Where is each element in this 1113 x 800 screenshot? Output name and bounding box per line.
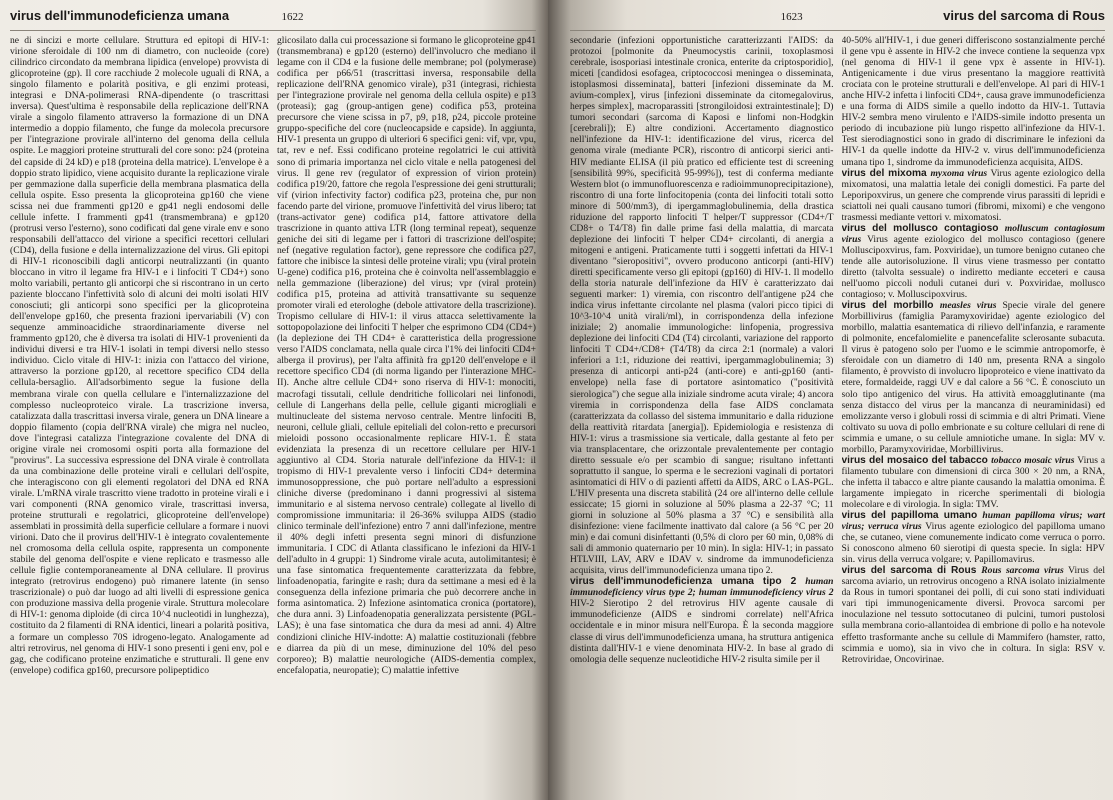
dictionary-entry [570,576,834,664]
entry-english-term: myxoma virus [930,167,991,179]
entry-body: Virus agente eziologico del mollusco contagioso (genere Molluscipoxvirus, fam. Poxviridae), un tumore benigno cutaneo che tende alle autorisoluzione. Il virus viene trasmesso per contatto diretto (talvolta sessuale) o indiretto mediante ecceteri e causa nell'uomo piccoli noduli cutanei duri v. Poxviridae, mollusco contagioso; v. Molluscipoxvirus. [841,233,1105,301]
left-column-1 [10,35,269,800]
right-running-head-title: virus del sarcoma di Rous [943,8,1105,23]
text-block: ne di sincizi e morte cellulare. Struttura ed epitopi di HIV-1: virione sferoidale di 100 nm di diametro, con nucleoide (core) cilindrico circondato da membrana lipidica (envelope) provvista di glicoproteine (gp). Il core racchiude 2 molecole uguali di RNA, a singolo filamento e polarità positiva, e gli enzimi proteasi, integrasi e DNA-polimerasi RNA-dipendente (o trascrittasi inversa). Quest'ultima è responsabile della replicazione dell'RNA virale a singolo filamento attraverso la formazione di un DNA intermedio a doppio filamento, che funge da molecola precursore per l'integrazione provirale all'interno del genoma della cellula ospite. Le maggiori proteine strutturali del core sono: p24 (proteina del capside di 24 kD) e p18 (proteina della matrice). L'envelope è a doppio strato lipidico, viene acquisito durante la replicazione virale per gemmazione dalla superficie della membrana plasmatica della cellula ospite. Esso presenta la glicoproteina gp160 che viene scissa nei due frammenti gp120 e gp41 negli endosomi delle cellule infette. I frammenti gp41 (transmembrana) e gp120 (protrusi verso l'esterno), sono codificati dal gene virale env e sono responsabili dell'attacco del virione a specifici recettori cellulari (CD4), della fusione e della internalizzazione del virus. Gli epitopi di HIV-1 riconoscibili dagli anticorpi neutralizzanti (in quanto bloccano in vitro il legame fra HIV-1 e i linfociti T CD4+) sono molto variabili, pertanto gli anticorpi che si riscontrano in un certo paziente bloccano l'infettività solo di alcuni dei molti isolati HIV conosciuti; gli anticorpi sono specifici per la glicoproteina dell'envelope gp160, che presenta frazioni ipervariabili (V) con sequenze amminoacidiche straordinariamente diverse nel frammento gp120, che è diversa tra isolati di HIV-1 provenienti da individui diversi e tra HIV-1 isolati in tempi diversi nello stesso individuo. Ciclo vitale di HIV-1: inizia con l'attacco del virione, attraverso la porzione gp120, al recettore specifico CD4 della cellula-bersaglio. All'adsorbimento segue la fusione della membrana virale con quella cellulare e l'internalizzazione del complesso nucleoproteico virale. La trascrizione inversa, catalizzata dalla trascrittasi inversa virale, genera un DNA lineare a doppio filamento (copia dell'RNA virale) che migra nel nucleo, dove l'integrasi catalizza l'integrazione covalente del DNA di origine virale nei cromosomi ospiti porta alla formazione del "provirus". La successiva espressione del DNA virale è controllata da una combinazione delle proteine virali e cellulari dell'ospite, che interagiscono con gli elementi regolatori del DNA ed RNA virale. L'mRNA virale trascritto viene tradotto in proteine virali e i vari componenti (RNA genomico virale, trascrittasi inversa, proteine strutturali e regolatrici, glicoproteine dell'envelope) assemblati in prossimità della superficie cellulare a formare i nuovi virioni. Dato che il provirus dell'HIV-1 è integrato covalentemente nel cromosoma della cellula ospite, rappresenta un componente stabile del genoma dell'ospite e viene replicato e trasmesso alle cellule figlie contemporaneamente al DNA cellulare. Il provirus integrato (retrovirus endogeno) può rimanere latente (in senso trascrizionale) o può dar luogo ad alti livelli di espressione genica con produzione massiva della progenie virale. Struttura molecolare di HIV-1: genoma diploide (di circa 10^4 nucleotidi in lunghezza), costituito da 2 filamenti di RNA identici, lineari a polarità positiva, a formare un complesso 70S idrogeno-legato. Analogamente ad altri retrovirus, nel genoma di HIV-1 sono presenti i geni env, pol e gag, che codificano proteine enzimatiche e strutturali. Il gene env (envelope) codifica gp160, precursore polipeptidico [10,35,269,676]
left-page [0,0,548,800]
dictionary-entry [842,565,1106,664]
entry-body: Virus del sarcoma aviario, un retrovirus oncogeno a RNA isolato inizialmente da Rous in tumori spontanei dei polli, di cui sono stati individuati vari tipi immunogenicamente diversi. Provoca sarcomi per inoculazione nel tessuto sottocutaneo di pulcini, tumori pustolosi sulla membrana corio-allantoidea di embrione di pollo e ha notevole effetto trasformante anche su cellule di Mammifero (hamster, ratto, scimmia e uomo), sia in vivo che in coltura. In sigla: RSV v. Retroviridae, Oncovirinae. [841,565,1105,665]
right-page [548,0,1113,800]
entry-body: Specie virale del genere Morbillivirus (famiglia Paramyxoviridae) agente eziologico del morbillo, malattia esantematica di rilievo dell'infanzia, e raramente di polmonite, encefalomielite e panencefalite sclerosante subacuta. Il virus è patogeno solo per l'uomo e le scimmie antropomorfe, è sferoidale con un diametro di 140 nm, presenta RNA a singolo filamento, è provvisto di involucro lipoproteico e viene inattivato da etere, formaldeide, raggi UV e dal calore a 56 °C. È conosciuto un solo tipo antigenico del virus. Ha attività emoagglutinante (ma senza distacco del virus per la mancanza di neuraminidasi) ed emolizzante verso i globuli rossi di scimmia e di altri Primati. Viene coltivato su uova di pollo embrionate e su colture cellulari di rene di scimmia e umane, o su cellule amniotiche umane. In sigla: MV v. morbillo, Paramyxoviridae, Morbillivirus. [841,300,1105,455]
right-column-1 [570,35,834,800]
right-running-head [570,8,1105,31]
entry-headword: virus del mosaico del tabacco [841,454,992,466]
entry-headword: virus dell'immunodeficienza umana tipo 2 [570,576,806,588]
entry-english-term: Rous sarcoma virus [981,565,1069,577]
right-columns [570,35,1105,800]
dictionary-entry [842,510,1106,565]
entry-body: Virus a filamento tubulare con dimensioni di circa 300 × 20 nm, a RNA, che infetta il tabacco e altre piante causando la malattia omonima. È largamente impiegato in ricerche sperimentali di biologia molecolare e di virologia. In sigla: TMV. [841,454,1105,510]
entry-english-term: measles virus [939,300,1003,312]
dictionary-entry [842,223,1106,300]
left-columns [10,35,536,800]
entry-headword: virus del morbillo [841,300,940,312]
entry-english-term: tobacco mosaic virus [991,454,1078,466]
entry-body: HIV-2 Sierotipo 2 del retrovirus HIV agente causale di immunodeficienze (AIDS e sindromi correlate) nell'Africa occidentale e in minor misura nell'Europa. È la seconda maggiore classe di virus dell'immunodeficienza umana, ha struttura antigenica distinta dall'HIV-1 e viene denominata HIV-2. In base al grado di omologia delle sequenze nucleotidiche HIV-2 risulta simile per il [570,598,834,665]
dictionary-entry [842,455,1106,510]
entry-headword: virus del sarcoma di Rous [841,565,982,577]
entry-headword: virus del mollusco contagioso [841,222,1005,234]
right-column-2 [842,35,1106,800]
text-block: 40-50% all'HIV-1, i due generi differiscono sostanzialmente perché il gene vpu è assente in HIV-2 che invece contiene la sequenza vpx (nel genoma di HIV-1 il gene vpx è assente in HIV-1). Antigenicamente i due virus presentano la maggiore reattività crociata con le proteine strutturali e dell'envelope. Al pari di HIV-1 anche HIV-2 infetta i linfociti CD4+, causa grave immunodeficienza e una forma di AIDS simile a quello indotto da HIV-1. Tuttavia HIV-2 sembra meno virulento e l'AIDS-simile indotto presenta un periodo di incubazione più lungo rispetto all'infezione da HIV-1. Test sierodiagnostici sono in grado di discriminare le infezioni da HIV-1 da quelle indotte da HIV-2 v. virus dell'immunodeficienza umana tipo 1, sindrome da immunodeficienza acquisita, AIDS. [841,35,1105,168]
left-column-2 [277,35,536,800]
dictionary-entry [842,168,1106,223]
entry-english-term: human papilloma virus; wart virus; verruca virus [841,510,1105,533]
entry-headword: virus del papilloma umano [841,510,983,522]
dictionary-entry [842,300,1106,455]
entry-body: Virus agente eziologico della mixomatosi, una malattia letale dei conigli domestici. Fa parte del Leporipoxvirus, un genere che comprende virus parassiti di lepridi e sciattoli nei quali causano tumori (fibromi, mixomi) e che vengono trasmessi mediante vettori v. mixomatosi. [841,167,1105,223]
entry-english-term: human immunodeficiency virus type 2; human immunodeficiency virus 2 [570,576,834,599]
entry-english-term: molluscum contagiosum virus [841,222,1105,245]
entry-headword: virus del mixoma [841,167,931,179]
text-block: glicosilato dalla cui processazione si formano le glicoproteine gp41 (transmembrana) e gp120 (esterno) dell'involucro che mediano il legame con il CD4 e la fusione delle membrane; pol (polymerase) codifica per p66/51 (trascrittasi inversa, responsabile della replicazione dell'RNA genomico virale), p31 (integrasi, richiesta per l'integrazione provirale nel genoma della cellula ospite) e p13 (proteasi); gag (group-antigen gene) codifica p53, proteina precursore che viene scissa in p7, p9, p18, p24, piccole proteine gruppo-specifiche del core (nucleocapside e capside). In aggiunta, HIV-1 presenta un gruppo di ulteriori 6 specifici geni: vif, vpr, vpu, tat, rev e nef. Essi codificano proteine regolatrici le cui attività sono di primaria importanza nel ciclo vitale e nella patogenesi del virus. Il gene rev (regulator of expression of virion protein) codifica p19/20, fattore che regola l'espressione dei geni strutturali; vif (virion infectivity factor) codifica p23, proteina che, pur non facendo parte del virione, promuove l'infettività del virus libero; tat (trans-activator gene) codifica p14, fattore attivatore della trascrizione in quanto attiva LTR (long terminal repeat), sequenze geniche dei siti di legame per i fattori di trascrizione dell'ospite; nef (negative regulation factor), gene repressore che codifica p27, fattore che inibisce la sintesi delle proteine virali; vpu (viral protein U-gene) codifica p16, proteina che è coinvolta nell'assemblaggio e nella gemmazione (liberazione) del virus; vpr (viral protein) codifica p15, proteina ad attività transattivante su sequenze promoter virali ed eterologhe (debole attivatore della trascrizione). Tropismo cellulare di HIV-1: il virus attacca selettivamente la sottopopolazione dei linfociti T helper che esprimono CD4 (CD4+) (la deplezione dei TH CD4+ è caratteristica della progressione verso l'AIDS conclamata, nella quale circa l'1% dei linfociti CD4+ alberga il provirus), per l'alta affinità fra gp120 dell'envelope e il recettore specifico CD4 (di norma ligando per l'interazione MHC-II). Anche altre cellule CD4+ sono riserva di HIV-1: monociti, macrofagi tissutali, cellule dendritiche follicolari nei linfonodi, cellule di Langerhans della pelle, cellule giganti microgliali e multinucleate del sistema nervoso centrale. Mentre linfociti B, neuroni, cellule gliali, cellule epiteliali del colon-retto e precursori mieloidi possono occasionalmente replicare HIV-1. È stata evidenziata la presenza di un recettore cellulare per HIV-1 aggiuntivo al CD4. Storia naturale dell'infezione da HIV-1: il tropismo di HIV-1 prevalente verso i linfociti CD4+ determina immunosoppressione, che può portare nell'adulto a espressioni cliniche diverse (predominano i danni progressivi al sistema immunitario e al sistema nervoso centrale) collegate al livello di compromissione immunitaria: il 26-36% sviluppa AIDS (stadio clinico terminale dell'infezione) entro 7 anni dall'infezione, mentre il 40% degli infetti presenta segni minori di disfunzione immunitaria. I CDC di Atlanta classificano le infezioni da HIV-1 dell'adulto in 4 gruppi: 1) Sindrome virale acuta, autolimitantesi; è una fase sintomatica frequentemente caratterizzata da febbre, linfoadenopatia, faringite e rash; dura da settimane a mesi ed è la conseguenza della infezione primaria che può decorrere anche in forma asintomatica. 2) Infezione asintomatica cronica (portatore), che dura anni. 3) Linfoadenopatia generalizzata persistente (PGL-LAS); è una fase sintomatica che dura da mesi ad anni. 4) Altre condizioni cliniche HIV-indotte: A) malattie costituzionali (febbre e diarrea da più di un mese, diminuzione del 10% del peso corporeo); B) malattie neurologiche (AIDS-dementia complex, encefalopatia, neuropatie); C) malattie infettive [277,35,536,676]
left-page-number: 1622 [281,11,304,23]
text-block: secondarie (infezioni opportunistiche caratterizzanti l'AIDS: da protozoi [polmonite da Pneumocystis carinii, toxoplasmosi cerebrale, isosporiasi intestinale cronica, enterite da criptosporidio], miceti [candidosi esofagea, criptococcosi meningea o disseminata, istoplasmosi disseminata], batteri [infezioni disseminate da M. avium-complex], virus [infezioni disseminate da citomegalovirus, herpes simplex], macroparassiti [strongiloidosi extraintestinale]; D) tumori secondari (sarcoma di Kaposi e linfomi non-Hodgkin [cerebrali]); E) altre condizioni. Accertamento diagnostico nell'infezione da HIV-1: identificazione del virus, ricerca del genoma virale (mediante PCR), riscontro di anticorpi sierici anti-HIV mediante ELISA (il più pratico ed efficiente test di screening [sensibilità 99%, specificità 95-99%]), test di conferma mediante Western blot (o immunofluorescenza e radioimmunoprecipitazione), riscontro di una forte linfocitopenia (conta dei linfociti totali sotto minore di 500/mm3), di ipergammaglobulinemia, della drastica riduzione del rapporto linfociti T helper/T suppressor (CD4+/T CD8+ o T4/T8) fin dalle prime fasi della malattia, di marcata deplezione dei linfociti T helper CD4+ circolanti, di anergia a mitogeni e antigeni. Praticamente tutti i soggetti infettati da HIV-1 diventano "sieropositivi", ovvero producono anticorpi (anti-HIV) diretti specificamente verso gli epitopi (gp160) di HIV-1. Il modello della storia naturale dell'infezione da HIV è caratterizzato dai seguenti marker: 1) viremia, con riscontro dell'antigene p24 che indica virus infettante circolante nel plasma (valori picco tipici di 10^3-10^4 unità virali/ml), in corrispondenza della infezione iniziale; 2) anomalie immunologiche: linfopenia, progressiva deplezione dei linfociti CD4 (T4) circolanti, variazione del rapporto linfociti T CD4+/CD8+ (T4/T8) da circa 2:1 (normale) a valori inferiori a 1:1, riduzione dei reattivi, ipergammaglobulinemia; 3) presenza di anticorpi anti-p24 (anti-core) e anti-gp160 (anti-envelope) nella fase di portatore asintomatico ("positività sierologica") che segue alla iniziale sindrome acuta virale; 4) ancora viremia in corrispondenza della fase AIDS conclamata (caratterizzata da collasso del sistema immunitario e dalla riduzione della reattività ritardata [anergia]). Epidemiologia e resistenza di HIV-1: virus a trasmissione sia verticale, dalla gestante al feto per via transplacentare, che orizzontale prevalentemente per contagio diretto sessuale e/o per scambio di sangue; risultano infettanti soprattutto il sangue, lo sperma e le secrezioni vaginali di portatori asintomatici di HIV o di pazienti affetti da AIDS, ARC o LAS-PGL. L'HIV presenta una discreta stabilità (24 ore all'interno delle cellule essiccate; 15 giorni in soluzione al 50% plasma a 22-37 °C; 11 giorni in soluzione al 50% plasma a 37 °C) e sensibilità alla disinfezione: viene facilmente inattivato dal calore (a 56 °C per 20 min) e dai comuni disinfettanti (0,5% di cloro per 60 min, 0,08% di sali di ammonio quaternario per 10 min). In sigla: HIV-1; in passato HTLVIII, LAV, ARV e IDAV v. sindrome da immunodeficienza acquisita, virus dell'immunodeficienza umana tipo 2. [570,35,834,577]
entry-body: Virus agente eziologico del papilloma umano che, se cutaneo, viene comunemente indicato come verruca o porro. Si conoscono almeno 60 sierotipi di questa specie. In sigla: HPV sin. virus della verruca volgare; v. Papillomavirus. [841,521,1105,566]
left-running-head [10,8,536,31]
left-running-head-title: virus dell'immunodeficienza umana [10,8,230,23]
right-page-number: 1623 [780,11,803,23]
